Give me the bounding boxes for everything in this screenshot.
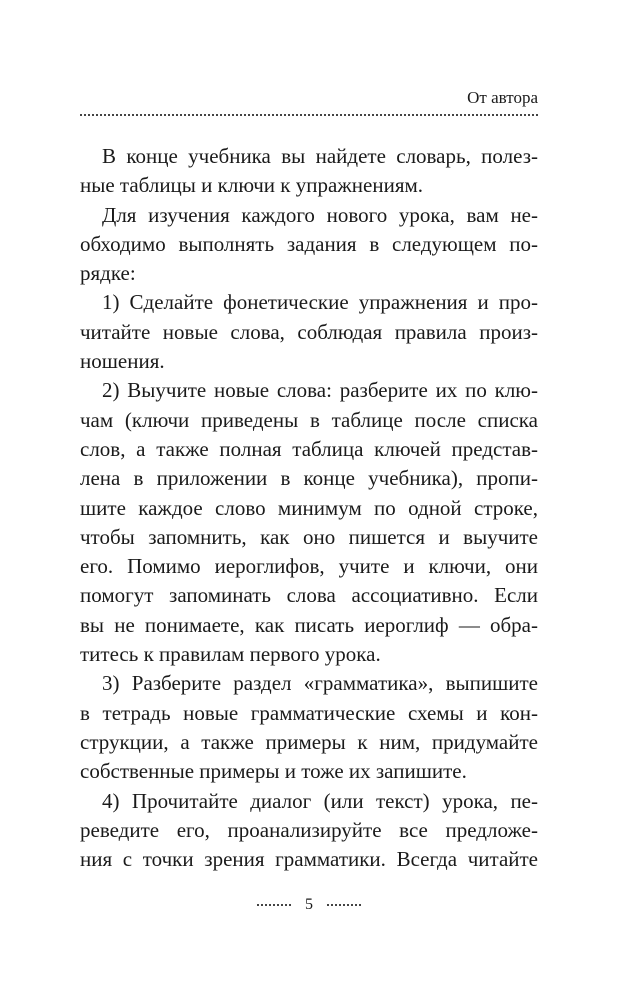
text-line: ные таблицы и ключи к упражнениям. bbox=[80, 173, 424, 198]
text-line: чам (ключи приведены в таблице после списка bbox=[80, 407, 538, 432]
footer-dots-right bbox=[327, 904, 361, 906]
text-line: рядке: bbox=[80, 261, 136, 286]
text-line: обходимо выполнять задания в следующем по- bbox=[80, 231, 538, 256]
text-line: лена в приложении в конце учебника), пропи- bbox=[80, 466, 538, 491]
text-line: реведите его, проанализируйте все предложе- bbox=[80, 817, 538, 842]
text-line: струкции, а также примеры к ним, придумайте bbox=[80, 729, 538, 754]
paragraph bbox=[80, 201, 538, 289]
text-line: В конце учебника вы найдете словарь, полез- bbox=[102, 144, 538, 168]
paragraph bbox=[80, 669, 538, 786]
page-number: 5 bbox=[305, 896, 313, 913]
running-header: От автора bbox=[467, 88, 538, 107]
text-line: 1) Сделайте фонетические упражнения и про- bbox=[102, 290, 538, 315]
footer-dots-left bbox=[257, 904, 291, 906]
text-line: Для изучения каждого нового урока, вам не- bbox=[102, 202, 538, 227]
paragraph bbox=[80, 142, 538, 201]
text-line: шите каждое слово минимум по одной строке, bbox=[80, 495, 538, 520]
text-line: вы не понимаете, как писать иероглиф — обра- bbox=[80, 612, 538, 637]
text-line: собственные примеры и тоже их запишите. bbox=[80, 759, 467, 784]
text-line: 3) Разберите раздел «грамматика», выпишите bbox=[102, 671, 538, 696]
text-line: читайте новые слова, соблюдая правила произ- bbox=[80, 319, 538, 344]
header-divider bbox=[80, 114, 538, 116]
text-line: помогут запоминать слова ассоциативно. Если bbox=[80, 583, 538, 608]
text-line: слов, а также полная таблица ключей представ- bbox=[80, 436, 538, 461]
text-line: чтобы запомнить, как оно пишется и выучите bbox=[80, 524, 538, 549]
paragraph bbox=[80, 376, 538, 669]
text-line: 2) Выучите новые слова: разберите их по клю- bbox=[102, 378, 538, 403]
text-line: титесь к правилам первого урока. bbox=[80, 642, 381, 667]
paragraph bbox=[80, 288, 538, 376]
text-line: его. Помимо иероглифов, учите и ключи, они bbox=[80, 554, 538, 579]
paragraph bbox=[80, 787, 538, 875]
text-line: 4) Прочитайте диалог (или текст) урока, пе- bbox=[102, 788, 538, 813]
text-line: в тетрадь новые грамматические схемы и кон- bbox=[80, 700, 538, 725]
page-footer bbox=[0, 896, 618, 914]
text-line: ния с точки зрения грамматики. Всегда читайте bbox=[80, 847, 538, 872]
text-line: ношения. bbox=[80, 349, 165, 374]
page-body bbox=[80, 142, 538, 874]
